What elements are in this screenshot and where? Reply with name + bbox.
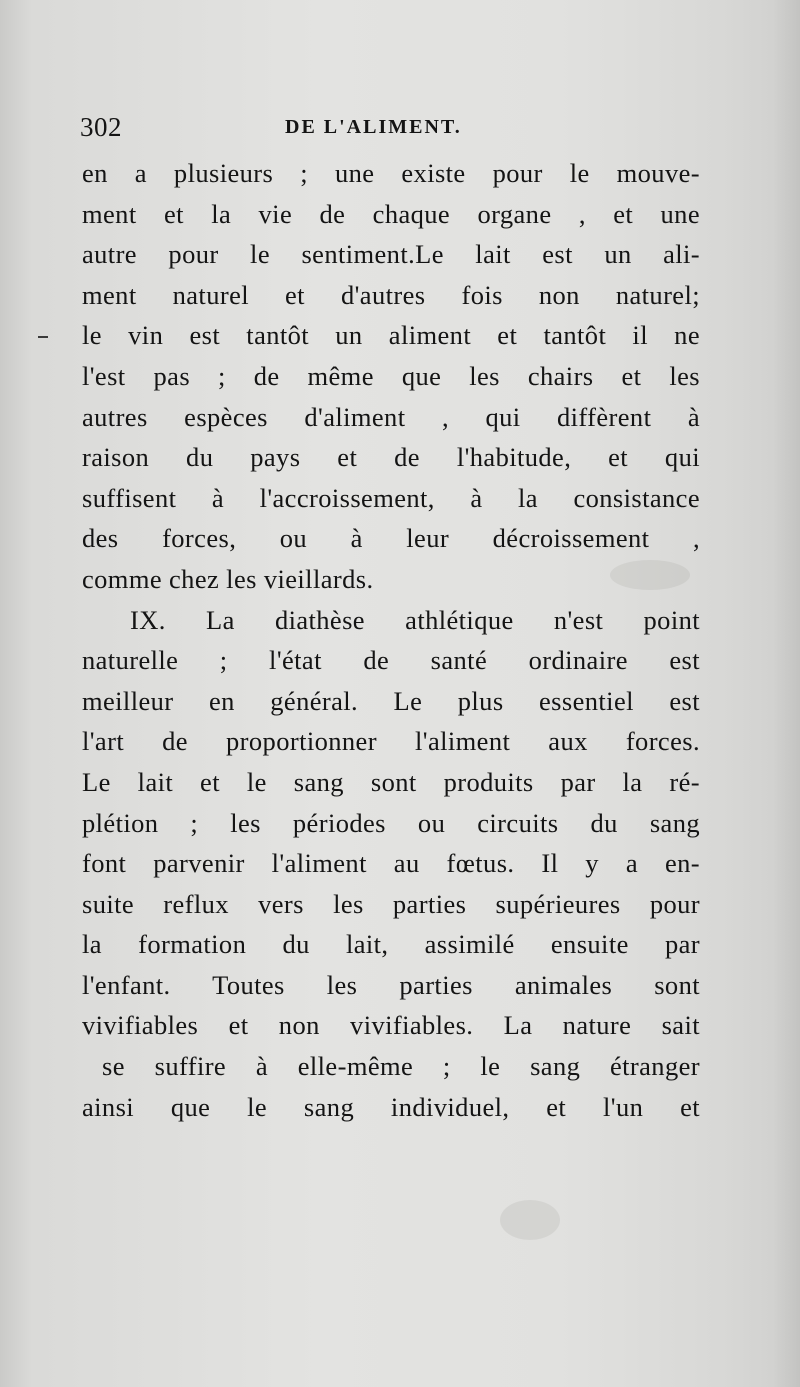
text-line: en a plusieurs ; une existe pour le mouve-: [82, 158, 700, 188]
margin-dash-mark: [38, 336, 48, 338]
text-line: Le lait et le sang sont produits par la ré-: [82, 766, 700, 797]
text-line: plétion ; les périodes ou circuits du sang: [82, 807, 700, 838]
running-title: DE L'ALIMENT.: [285, 116, 462, 138]
text-line: vivifiables et non vivifiables. La nature sait: [82, 1010, 700, 1041]
text-line: ment et la vie de chaque organe , et une: [82, 198, 700, 229]
running-head: [80, 112, 700, 148]
text-line: font parvenir l'aliment au fœtus. Il y a en-: [82, 848, 700, 879]
paper-stain: [500, 1200, 560, 1240]
text-line: des forces, ou à leur décroissement ,: [82, 523, 700, 554]
text-line: ainsi que le sang individuel, et l'un et: [82, 1091, 700, 1122]
text-line: suite reflux vers les parties supérieures pour: [82, 888, 700, 919]
text-line: meilleur en général. Le plus essentiel est: [82, 685, 700, 716]
text-line: naturelle ; l'état de santé ordinaire est: [82, 645, 700, 676]
text-line: autre pour le sentiment.Le lait est un ali-: [82, 239, 700, 270]
text-line: raison du pays et de l'habitude, et qui: [82, 442, 700, 473]
text-line: ment naturel et d'autres fois non naturel;: [82, 279, 700, 310]
text-line: se suffire à elle-même ; le sang étranger: [102, 1051, 700, 1082]
page-number: 302: [80, 112, 122, 142]
text-line: le vin est tantôt un aliment et tantôt il ne: [82, 320, 700, 351]
page-edge-shadow: [772, 0, 800, 1387]
text-line: l'est pas ; de même que les chairs et les: [82, 360, 700, 391]
text-line: l'art de proportionner l'aliment aux forces.: [82, 726, 700, 757]
text-line: suffisent à l'accroissement, à la consistance: [82, 482, 700, 513]
body-text: [82, 153, 700, 1127]
paragraph-start-line: IX. La diathèse athlétique n'est point: [130, 604, 700, 635]
text-line: comme chez les vieillards.: [82, 563, 374, 594]
text-line: l'enfant. Toutes les parties animales sont: [82, 969, 700, 1000]
text-line: la formation du lait, assimilé ensuite par: [82, 929, 700, 960]
text-line: autres espèces d'aliment , qui diffèrent à: [82, 401, 700, 432]
